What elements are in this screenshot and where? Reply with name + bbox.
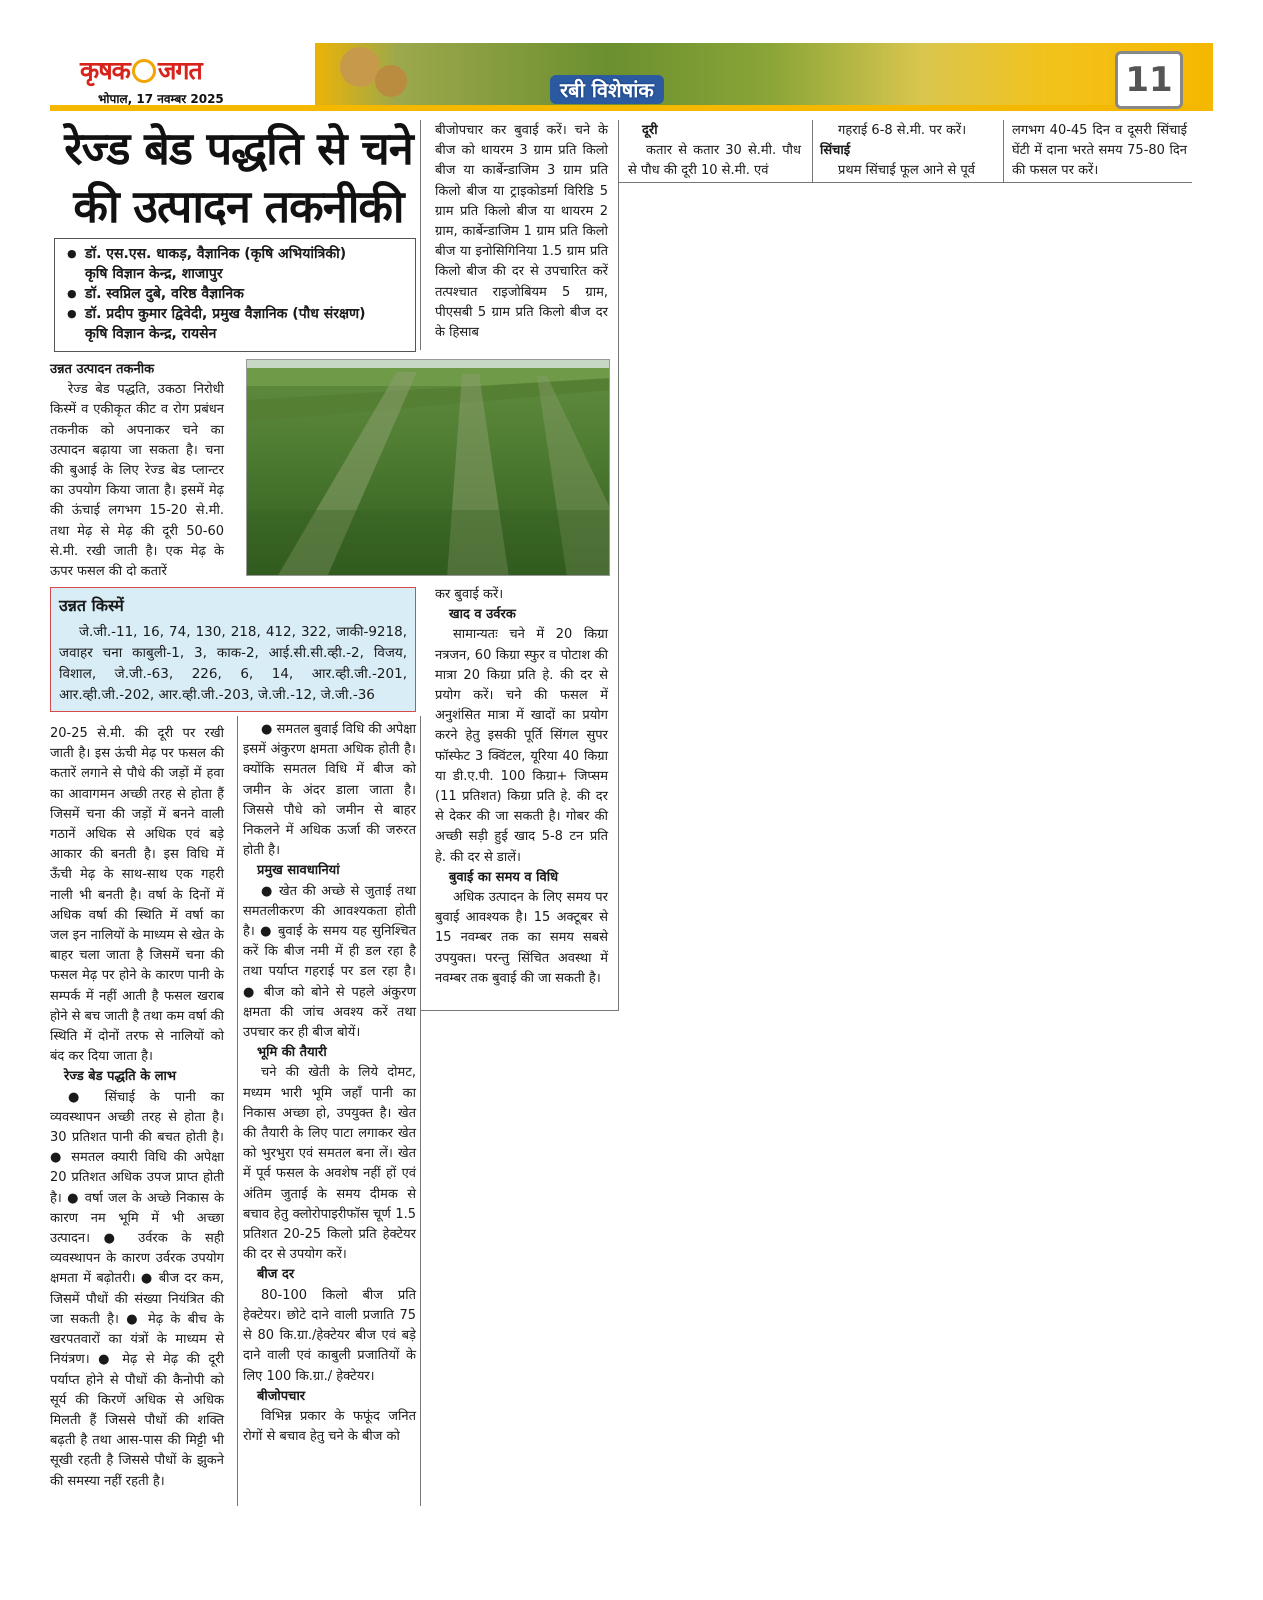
paragraph: रेज्ड बेड पद्धति, उकठा निरोधी किस्में व एकीकृत कीट व रोग प्रबंधन तकनीक को अपनाकर चने का उत्पादन बढ़ाया जा सकता है। चना की बुआई के लिए रेज्ड बेड प्लान्टर का उपयोग किया जाता है। इसमें मेढ़ की ऊंचाई लगभग 15-20 से.मी. तथा मेढ़ से मेढ़ की दूरी 50-60 से.मी. रखी जाती है। एक मेढ़ के ऊपर फसल की दो कतारें (50, 382, 224, 580)
newspaper-logo: कृषक जगत (80, 56, 202, 85)
paragraph: विभिन्न प्रकार के फफूंद जनित रोगों से बचाव हेतु चने के बीज को (243, 1408, 416, 1445)
text-block-intro (50, 360, 224, 582)
column-rule (420, 120, 421, 350)
title-line: रेज्ड बेड पद्धति से चने (64, 122, 413, 175)
author-box (54, 238, 416, 352)
paragraph: प्रथम सिंचाई फूल आने से पूर्व (838, 163, 976, 179)
masthead (50, 43, 315, 105)
subheading: रेज्ड बेड पद्धति के लाभ (64, 1069, 177, 1085)
text-block-column-1 (50, 724, 224, 1492)
paragraph: कर बुवाई करें। (435, 587, 504, 602)
author-affiliation: कृषि विज्ञान केन्द्र, रायसेन (85, 326, 217, 342)
paragraph: चने की खेती के लिये दोमट, मध्यम भारी भूमि जहाँ पानी का निकास अच्छा हो, उपयुक्त है। खेत की तैयारी के लिए पाटा लगाकर खेत को भुरभुरा एवं समतल बना लें। खेत में पूर्व फसल के अवशेष नहीं हों एवं अंतिम जुताई के समय दीमक से बचाव हेतु क्लोरोपाइरीफॉस चूर्ण 1.5 प्रतिशत 20-25 किलो प्रति हेक्टेयर की दर से उपयोग करें। (243, 1065, 416, 1263)
subheading: भूमि की तैयारी (257, 1045, 327, 1061)
author-entry: ● डॉ. एस.एस. धाकड़, वैज्ञानिक (कृषि अभियांत्रिकी) (63, 244, 407, 264)
subheading: खाद व उर्वरक (449, 607, 516, 623)
column-rule (420, 716, 421, 1506)
author-entry: ● डॉ. प्रदीप कुमार द्विवेदी, प्रमुख वैज्ञानिक (पौध संरक्षण) (63, 304, 407, 324)
field-photo (246, 359, 610, 576)
text-block-column-3-top (435, 121, 608, 343)
varieties-title: उन्नत किस्में (59, 596, 124, 615)
text-block-column-5 (820, 121, 995, 182)
column-rule (1003, 120, 1004, 182)
page-number: 11 (1115, 51, 1183, 109)
column-rule (237, 716, 238, 1506)
title-line: की उत्पादन तकनीकी (73, 180, 404, 233)
paragraph: ● खेत की अच्छे से जुताई तथा समतलीकरण की आवश्यकता होती है। ● बुवाई के समय यह सुनिश्चित करें कि बीज नमी में ही डल रहा है तथा पर्याप्त गहराई पर डल रहा है। ● बीज को बोने से पहले अंकुरण क्षमता की जांच अवश्य करें तथा उपचार कर ही बीज बोयें। (243, 883, 416, 1041)
author-entry: ● डॉ. स्वप्निल दुबे, वरिष्ठ वैज्ञानिक (63, 284, 407, 304)
text-block-column-3-bottom (435, 585, 608, 989)
column-rule (812, 120, 813, 182)
paragraph: ● सिंचाई के पानी का व्यवस्थापन अच्छी तरह से होता है। 30 प्रतिशत पानी की बचत होती है। ● समतल क्यारी विधि की अपेक्षा 20 प्रतिशत अधिक उपज प्राप्त होती है। ● वर्षा जल के अच्छे निकास के कारण नम भूमि में भी अच्छा उत्पादन। ● उर्वरक के सही व्यवस्थापन के कारण उर्वरक उपयोग क्षमता में बढ़ोतरी। ● बीज दर कम, जिसमें पौधों की संख्या नियंत्रित की जा सकती है। ● मेढ़ के बीच के खरपतवारों का यंत्रों के माध्यम से नियंत्रण। ● मेढ़ से मेढ़ की दूरी पर्याप्त होने से पौधों की कैनोपी को सूर्य की किरणें अधिक से अधिक मिलती हैं जिससे पौधों की शक्ति बढ़ती है तथा आस-पास की मिट्टी भी सूखी रहती है जिससे पौधों के झुकने की समस्या नहीं रहती है। (50, 1089, 224, 1489)
text-block-column-6 (1012, 121, 1187, 182)
column-rule (618, 120, 619, 1010)
author-affiliation: कृषि विज्ञान केन्द्र, शाजापुर (85, 266, 223, 282)
potato-image (340, 47, 380, 87)
paragraph: ● समतल बुवाई विधि की अपेक्षा इसमें अंकुरण क्षमता अधिक होती है। क्योंकि समतल विधि में बीज को जमीन के अंदर डाला जाता है। जिससे पौधे को जमीन से बाहर निकलने में अधिक ऊर्जा की जरुरत होती है। (243, 722, 416, 859)
paragraph: अधिक उत्पादन के लिए समय पर बुवाई आवश्यक है। 15 अक्टूबर से 15 नवम्बर तक का समय सबसे उपयुक्त। परन्तु सिंचित अवस्था में नवम्बर तक बुवाई की जा सकती है। (435, 890, 608, 986)
subheading: सिंचाई (820, 143, 851, 159)
paragraph: सामान्यतः चने में 20 किग्रा नत्रजन, 60 किग्रा स्फुर व पोटाश की मात्रा 20 किग्रा प्रति हे. की दर से प्रयोग करें। चने की फसल में अनुशंसित मात्रा में खादों का प्रयोग करने हेतु इसकी पूर्ति सिंगल सुपर फॉस्फेट 3 क्विंटल, यूरिया 40 किग्रा या डी.ए.पी. 100 किग्रा+ जिप्सम (11 प्रतिशत) किग्रा प्रति हे. की दर से देकर की जा सकती है। गोबर की अच्छी सड़ी हुई खाद 5-8 टन प्रति हे. की दर से डालें। (435, 627, 608, 865)
paragraph: 20-25 से.मी. की दूरी पर रखी जाती है। इस ऊंची मेढ़ पर फसल की कतारें लगाने से पौधे की जड़ों में हवा का आवागमन अच्छी तरह से होता हैं जिसमें चना की जड़ों में बनने वाली गठानें अधिक से अधिक एवं बड़े आकार की बनती है। इस विधि में ऊँची मेढ़ के साथ-साथ एक गहरी नाली भी बनती है। वर्षा के दिनों में अधिक वर्षा की स्थिति में वर्षा का जल इन नालियों के माध्यम से खेत के बाहर चला जाता है जिसमें चना की फसल मेढ़ पर होने के कारण पानी के सम्पर्क में नहीं आती है फसल खराब होने से बच जाती है तथा कम वर्षा की स्थिति में दोनों तरफ से नालियों को बंद कर दिया जाता है। (50, 726, 225, 1065)
subheading: बुवाई का समय व विधि (449, 869, 559, 885)
column-rule (420, 1010, 619, 1011)
section-label: रबी विशेषांक (550, 75, 664, 104)
column-rule (618, 182, 1192, 183)
paragraph: बीजोपचार कर बुवाई करें। चने के बीज को थायरम 3 ग्राम प्रति किलो बीज या कार्बेन्डाजिम 3 ग्राम प्रति किलो बीज या ट्राइकोडर्मा विरिडि 5 ग्राम प्रति किलो बीज या थायरम 2 ग्राम, कार्बेन्डाजिम 1 ग्राम प्रति किलो बीज या इनोसिगिनिया 1.5 ग्राम प्रति किलो बीज की दर से उपचारित करें तत्पश्चात राइजोबियम 5 ग्राम, पीएसबी 5 ग्राम प्रति किलो बीज दर के हिसाब (435, 123, 608, 341)
text-block-column-2 (243, 720, 416, 1447)
article-title (56, 120, 421, 236)
paragraph: कतार से कतार 30 से.मी. पौध से पौध की दूरी 10 से.मी. एवं (628, 143, 801, 179)
subheading: बीजोपचार (257, 1388, 306, 1404)
subheading: प्रमुख सावधानियां (257, 863, 340, 879)
text-block-column-4 (628, 121, 801, 182)
subheading: बीज दर (257, 1267, 295, 1283)
logo-emblem-icon (132, 59, 156, 83)
header-rule (50, 105, 1213, 111)
varieties-list: जे.जी.-11, 16, 74, 130, 218, 412, 322, जाकी-9218, जवाहर चना काबुली-1, 3, काक-2, आई.सी.सी.व्ही.-2, विजय, विशाल, जे.जी.-63, 226, 6, 14, आर.व्ही.जी.-201, आर.व्ही.जी.-202, आर.व्ही.जी.-203, जे.जी.-12, जे.जी.-36 (59, 624, 407, 703)
paragraph: गहराई 6-8 से.मी. पर करें। (838, 123, 967, 138)
issue-date: भोपाल, 17 नवम्बर 2025 (98, 92, 224, 106)
potato-image (375, 65, 407, 97)
paragraph: 80-100 किलो बीज प्रति हेक्टेयर। छोटे दाने वाली प्रजाति 75 से 80 कि.ग्रा./हेक्टेयर बीज एवं बड़े दाने वाली एवं काबुली प्रजातियों के लिए 100 कि.ग्रा./ हेक्टेयर। (243, 1287, 416, 1384)
page-header (50, 43, 1213, 113)
subheading: उन्नत उत्पादन तकनीक (50, 362, 155, 377)
chickpea-field-image (247, 360, 610, 576)
subheading: दूरी (642, 123, 658, 138)
paragraph: लगभग 40-45 दिन व दूसरी सिंचाई घेंटी में दाना भरते समय 75-80 दिन की फसल पर करें। (1012, 123, 1187, 179)
varieties-box (50, 587, 416, 712)
